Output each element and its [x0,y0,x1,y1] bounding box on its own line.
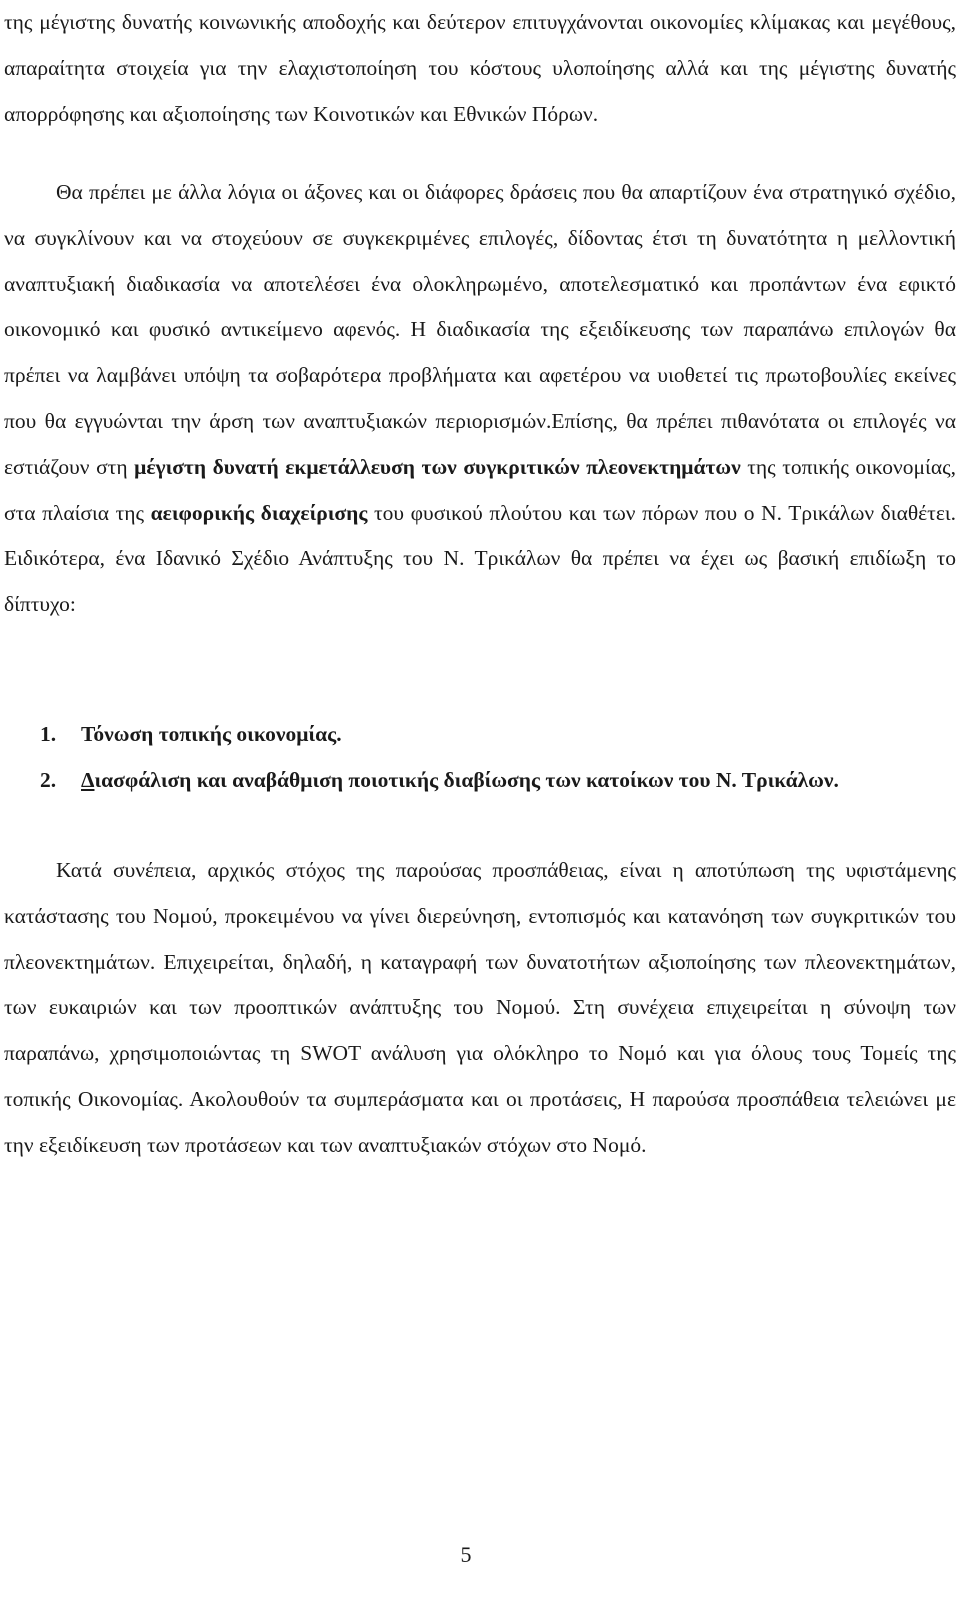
emphasis-sustainable-management: αειφορικής διαχείρισης [150,500,368,525]
paragraph-conclusion [4,848,956,1169]
page-number [0,1540,960,1570]
list-item-number: 1. [40,722,57,746]
paragraph-2-part-3: του φυσικού πλούτου και των πόρων που ο Ν. Τρικάλων διαθέτει. Ειδικότερα, ένα Ιδανικό Σχέδιο Ανάπτυξης του Ν. Τρικάλων θα πρέπει να έχει ως βασική επιδίωξη το δίπτυχο: [4,500,957,617]
goals-list [40,712,956,804]
page-number-text: 5 [460,1542,472,1567]
list-item-text: ιασφάλιση και αναβάθμιση ποιοτικής διαβίωσης των κατοίκων του Ν. Τρικάλων. [94,767,839,792]
list-item [40,758,956,804]
paragraph-2-part-1: Θα πρέπει με άλλα λόγια οι άξονες και οι διάφορες δράσεις που θα απαρτίζουν ένα στρατηγικό σχέδιο, να συγκλίνουν και να στοχεύουν σε συγκεκριμένες επιλογές, δίδοντας έτσι τη δυνατότητα η μελλοντική αναπτυξιακή διαδικασία να αποτελέσει ένα ολοκληρωμένο, αποτελεσματικό και προπάντων ένα εφικτό οικονομικό και φυσικό αντικείμενο αφενός. Η διαδικασία της εξειδίκευσης των παραπάνω επιλογών θα πρέπει να λαμβάνει υπόψη τα σοβαρότερα προβλήματα και αφετέρου να υιοθετεί τις πρωτοβουλίες εκείνες που θα εγγυώνται την άρση των αναπτυξιακών περιορισμών.Επίσης, θα πρέπει πιθανότατα οι επιλογές να εστιάζουν στη [4,180,956,479]
list-item [40,712,956,758]
emphasis-comparative-advantages: μέγιστη δυνατή εκμετάλλευση των συγκριτικών πλεονεκτημάτων [134,454,741,479]
paragraph-strategy [4,170,956,628]
list-item-first-letter: Δ [81,767,95,792]
list-item-text: Τόνωση τοπικής οικονομίας. [81,722,342,746]
paragraph-2-part-2: της τοπικής οικονομίας, στα πλαίσια της [4,454,956,525]
paragraph-3-text: Κατά συνέπεια, αρχικός στόχος της παρούσας προσπάθειας, είναι η αποτύπωση της υφιστάμενης κατάστασης του Νομού, προκειμένου να γίνει διερεύνηση, εντοπισμός και κατανόηση των συγκριτικών του πλεονεκτημάτων. Επιχειρείται, δηλαδή, η καταγραφή των δυνατοτήτων αξιοποίησης των πλεονεκτημάτων, των ευκαιριών και των προοπτικών ανάπτυξης του Νομού. Στη συνέχεια επιχειρείται η σύνοψη των παραπάνω, χρησιμοποιώντας τη SWOT ανάλυση για ολόκληρο το Νομό και για όλους τους Τομείς της τοπικής Οικονομίας. Ακολουθούν τα συμπεράσματα και οι προτάσεις, Η παρούσα προσπάθεια τελειώνει με την εξειδίκευση των προτάσεων και των αναπτυξιακών στόχων στο Νομό. [4,858,956,1157]
paragraph-continuation [4,0,956,137]
list-item-number: 2. [40,767,57,792]
paragraph-1-text: της μέγιστης δυνατής κοινωνικής αποδοχής και δεύτερον επιτυγχάνονται οικονομίες κλίμακας και μεγέθους, απαραίτητα στοιχεία για την ελαχιστοποίηση του κόστους υλοποίησης αλλά και της μέγιστης δυνατής απορρόφησης και αξιοποίησης των Κοινοτικών και Εθνικών Πόρων. [4,10,956,126]
